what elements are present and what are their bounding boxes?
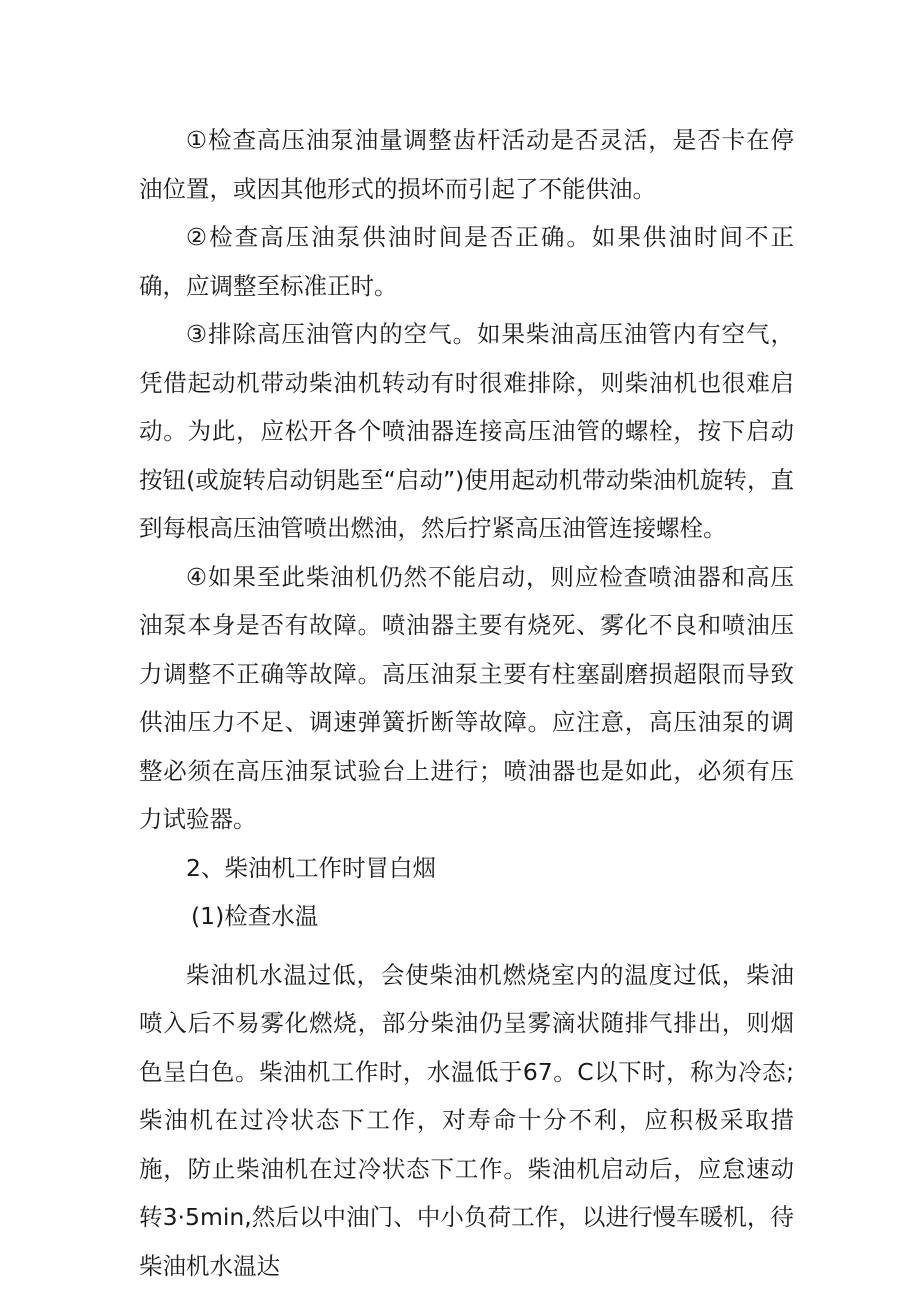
spacer [139,941,794,951]
section-heading: 2、柴油机工作时冒白烟 [186,853,436,882]
paragraph-step-2: ②检查高压油泵供油时间是否正确。如果供油时间不正确，应调整至标准正时。 [139,223,794,300]
document-body [139,116,794,1290]
paragraph-step-3: ③排除高压油管内的空气。如果柴油高压油管内有空气，凭借起动机带动柴油机转动有时很难排除，则柴油机也很难启动。为此，应松开各个喷油器连接高压油管的螺栓，按下启动按钮(或旋转启动钥匙至“启动”)使用起动机带动柴油机旋转，直到每根高压油管喷出燃油，然后拧紧高压油管连接螺栓。 [139,320,794,542]
paragraph-step-1: ①检查高压油泵油量调整齿杆活动是否灵活，是否卡在停油位置，或因其他形式的损坏而引起了不能供油。 [139,126,794,203]
paragraph-water-temperature: 柴油机水温过低，会使柴油机燃烧室内的温度过低，柴油喷入后不易雾化燃烧，部分柴油仍呈雾滴状随排气排出，则烟色呈白色。柴油机工作时，水温低于67。C以下时，称为冷态;柴油机在过冷状态下工作，对寿命十分不利，应积极采取措施，防止柴油机在过冷状态下工作。柴油机启动后，应怠速动转3·5min,然后以中油门、中小负荷工作，以进行慢车暖机，待柴油机水温达 [139,960,794,1280]
paragraph-step-4: ④如果至此柴油机仍然不能启动，则应检查喷油器和高压油泵本身是否有故障。喷油器主要有烧死、雾化不良和喷油压力调整不正确等故障。高压油泵主要有柱塞副磨损超限而导致供油压力不足、调速弹簧折断等故障。应注意，高压油泵的调整必须在高压油泵试验台上进行；喷油器也是如此，必须有压力试验器。 [139,562,794,833]
subsection-heading: (1)检查水温 [191,902,319,930]
